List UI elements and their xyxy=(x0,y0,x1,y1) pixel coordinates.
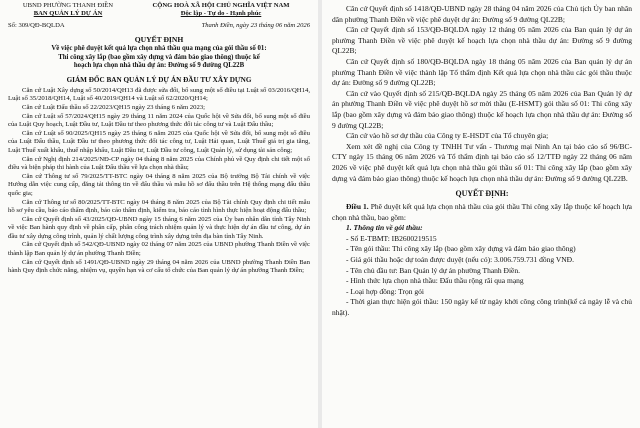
left-document-page xyxy=(0,0,318,428)
legal-basis-paragraph: Căn cứ Quyết định số 542/QĐ-UBND ngày 02 tháng 07 năm 2025 của UBND phường Thanh Điền về việc thành lập Ban quản lý dự án phường Thanh Điền; xyxy=(8,241,310,258)
info-item: - Số E-TBMT: IB2600219515 xyxy=(346,233,437,243)
info-item: - Thời gian thực hiện gói thầu: 150 ngày kể từ ngày khởi công công trình(kể cả ngày lễ và chủ nhật). xyxy=(332,297,632,318)
subtitle-line: Về việc phê duyệt kết quả lựa chọn nhà thầu qua mạng của gói thầu số 01: xyxy=(51,45,267,52)
legal-basis-paragraph: Căn cứ Nghị định 214/2025/NĐ-CP ngày 04 tháng 8 năm 2025 của Chính phủ về Quy định chi tiết một số điều và biện pháp thi hành của Luật Đấu thầu về lựa chọn nhà thầu; xyxy=(8,155,310,172)
section-package-info: 1. Thông tin về gói thầu: xyxy=(346,223,423,233)
legal-basis-paragraph: Căn cứ Thông tư số 79/2025/TT-BTC ngày 04 tháng 8 năm 2025 của Bộ trưởng Bộ Tài chính về việc Hướng dẫn việc cung cấp, đăng tải thông tin về đấu thầu và mẫu hồ sơ đấu thầu trên Hệ thống mạng đấu thầu quốc gia; xyxy=(8,172,310,197)
article-1-text: Phê duyệt kết quả lựa chọn nhà thầu của gói thầu Thi công xây lắp thuộc kế hoạch lựa chọn nhà thầu, bao gồm: xyxy=(332,202,633,222)
country-name: CỘNG HOÀ XÃ HỘI CHỦ NGHĨA VIỆT NAM xyxy=(152,2,290,9)
legal-basis-paragraph: Căn cứ Luật Xây dựng số 50/2014/QH13 đã được sửa đổi, bổ sung một số điều tại Luật số 03/2016/QH14, Luật số 35/2018/QH14, Luật số 40/2019/QH14 và Luật số 62/2020/QH14; xyxy=(8,86,310,103)
document-header xyxy=(8,2,310,18)
info-item: - Hình thức lựa chọn nhà thầu: Đấu thầu rộng rãi qua mạng xyxy=(346,276,524,286)
info-item: - Loại hợp đồng: Trọn gói xyxy=(346,286,424,296)
agency-name: BAN QUẢN LÝ DỰ ÁN xyxy=(33,10,103,17)
issuing-authority: GIÁM ĐỐC BAN QUẢN LÝ DỰ ÁN ĐẦU TƯ XÂY DỰNG xyxy=(66,75,252,84)
subtitle-line: Thi công xây lắp (bao gồm xây dựng và đảm bảo giao thông) thuộc kế xyxy=(58,53,260,61)
legal-basis-paragraph: Căn cứ Quyết định số 153/QĐ-BQLDA ngày 12 tháng 05 năm 2026 của Ban quản lý dự án phường Thanh Điền về việc phê duyệt kế hoạch lựa chọn nhà thầu dự án: Đường số 9 đường QL22B; xyxy=(332,25,632,56)
legal-basis-paragraph: Căn cứ Quyết định số 1418/QĐ-UBND ngày 28 tháng 04 năm 2026 của Chủ tịch Ủy ban nhân dân phường Thanh Điền về việc phê duyệt dự án: Đường số 9 đường QL22B; xyxy=(332,4,632,24)
legal-basis-paragraph: Căn cứ vào Quyết định số 215/QĐ-BQLDA ngày 25 tháng 05 năm 2026 của Ban Quản lý dự án phường Thanh Điền về việc phê duyệt hồ sơ mời thầu (E-HSMT) gói thầu số 01: Thi công xây lắp (bao gồm xây dựng và đảm bảo giao thông) thuộc kế hoạch lựa chọn nhà thầu dự án: Đường số 9 đường QL22B; xyxy=(332,88,632,130)
legal-basis-paragraph: Căn cứ Quyết định số 180/QĐ-BQLDA ngày 18 tháng 05 năm 2026 của Ban quản lý dự án phường Thanh Điền về việc thành lập Tổ thẩm định Kết quả lựa chọn nhà thầu các gói thầu thuộc dự án: Đường số 9 đường QL22B; xyxy=(332,56,632,88)
info-item: - Giá gói thầu hoặc dự toán được duyệt (nếu có): 3.006.759.731 đồng VNĐ. xyxy=(346,255,574,265)
national-header xyxy=(132,2,310,18)
document-title: QUYẾT ĐỊNH xyxy=(134,35,184,44)
info-item: - Tên gói thầu: Thi công xây lắp (bao gồm xây dựng và đảm bảo giao thông) xyxy=(346,244,576,254)
legal-basis-paragraph: Căn cứ Thông tư số 80/2025/TT-BTC ngày 04 tháng 8 năm 2025 của Bộ Tài chính Quy định chi tiết mẫu hồ sơ yêu cầu, báo cáo thẩm định, báo cáo thẩm định, kiểm tra, báo cáo tình hình thực hiện hoạt động đấu thầu; xyxy=(8,198,310,215)
legal-basis-paragraph: Căn cứ Luật Đấu thầu số 22/2023/QH15 ngày 23 tháng 6 năm 2023; xyxy=(22,103,206,111)
agency-parent: UBND PHƯỜNG THANH ĐIỀN xyxy=(22,2,114,9)
legal-basis-paragraph: Căn cứ vào hồ sơ dự thầu của Công ty E-HSDT của Tổ chuyên gia; xyxy=(346,131,549,141)
subtitle-line: hoạch lựa chọn nhà thầu dự án: Đường số 9 đường QL22B xyxy=(73,62,245,70)
document-meta xyxy=(8,22,310,29)
legal-basis-paragraph: Căn cứ Luật số 90/2025/QH15 ngày 25 tháng 6 năm 2025 của Quốc hội về Sửa đổi, bổ sung một số điều của Luật Đấu thầu, Luật Đầu tư theo phương thức đối tác công tư, Luật Hải quan, Luật Thuế giá trị gia tăng, Luật Thuế xuất khẩu, thuế nhập khẩu, Luật Đầu tư, Luật Đầu tư công, Luật Quản lý, sử dụng tài sản công; xyxy=(8,129,310,154)
review-paragraph: Xem xét đề nghị của Công ty TNHH Tư vấn - Thương mại Ninh An tại báo cáo số 96/BC-CTY ngày 15 tháng 06 năm 2026 và Tổ thẩm định tại báo cáo số 12/TTĐ ngày 22 tháng 06 năm 2026 về việc phê duyệt kết quả lựa chọn nhà thầu gói thầu số 01: Thi công xây lắp (bao gồm xây dựng và đảm bảo giao thông) thuộc kế hoạch lựa chọn nhà thầu dự án: Đường số 9 đường QL22B. xyxy=(332,141,632,183)
decision-heading: QUYẾT ĐỊNH: xyxy=(455,189,509,199)
document-number: Số: 309/QĐ-BQLDA xyxy=(8,22,65,29)
place-date: Thanh Điền, ngày 23 tháng 06 năm 2026 xyxy=(201,22,310,29)
right-document-page xyxy=(322,0,640,428)
legal-basis-paragraph: Căn cứ Luật số 57/2024/QH15 ngày 29 tháng 11 năm 2024 của Quốc hội về Sửa đổi, bổ sung một số điều của Luật Quy hoạch, Luật Đầu tư, Luật Đầu tư theo phương thức đối tác công tư và Luật Đấu thầu; xyxy=(8,112,310,129)
article-1-label: Điều 1. xyxy=(346,202,369,212)
agency-block xyxy=(8,2,128,18)
legal-basis-paragraph: Căn cứ Quyết định số 43/2025/QĐ-UBND ngày 15 tháng 6 năm 2025 của Ủy ban nhân dân tỉnh Tây Ninh về việc Ban hành quy định về phân cấp, phân công trách nhiệm quản lý và thực hiện dự án đầu tư công, dự án đầu tư xây dựng công trình, quản lý chất lượng công trình xây dựng trên địa bàn tỉnh Tây Ninh. xyxy=(8,215,310,240)
info-item: - Tên chủ đầu tư: Ban Quản lý dự án phường Thanh Điền. xyxy=(346,265,520,275)
legal-basis-paragraph: Căn cứ Quyết định số 1491/QĐ-UBND ngày 29 tháng 04 năm 2026 của UBND phường Thanh Điền Ban hành Quy định chức năng, nhiệm vụ, quyền hạn và cơ cấu tổ chức của Ban quản lý dự án phường Thanh Điền; xyxy=(8,258,310,275)
article-1 xyxy=(332,202,632,223)
document-subtitle xyxy=(8,45,310,71)
national-motto: Độc lập - Tự do - Hạnh phúc xyxy=(180,10,262,17)
